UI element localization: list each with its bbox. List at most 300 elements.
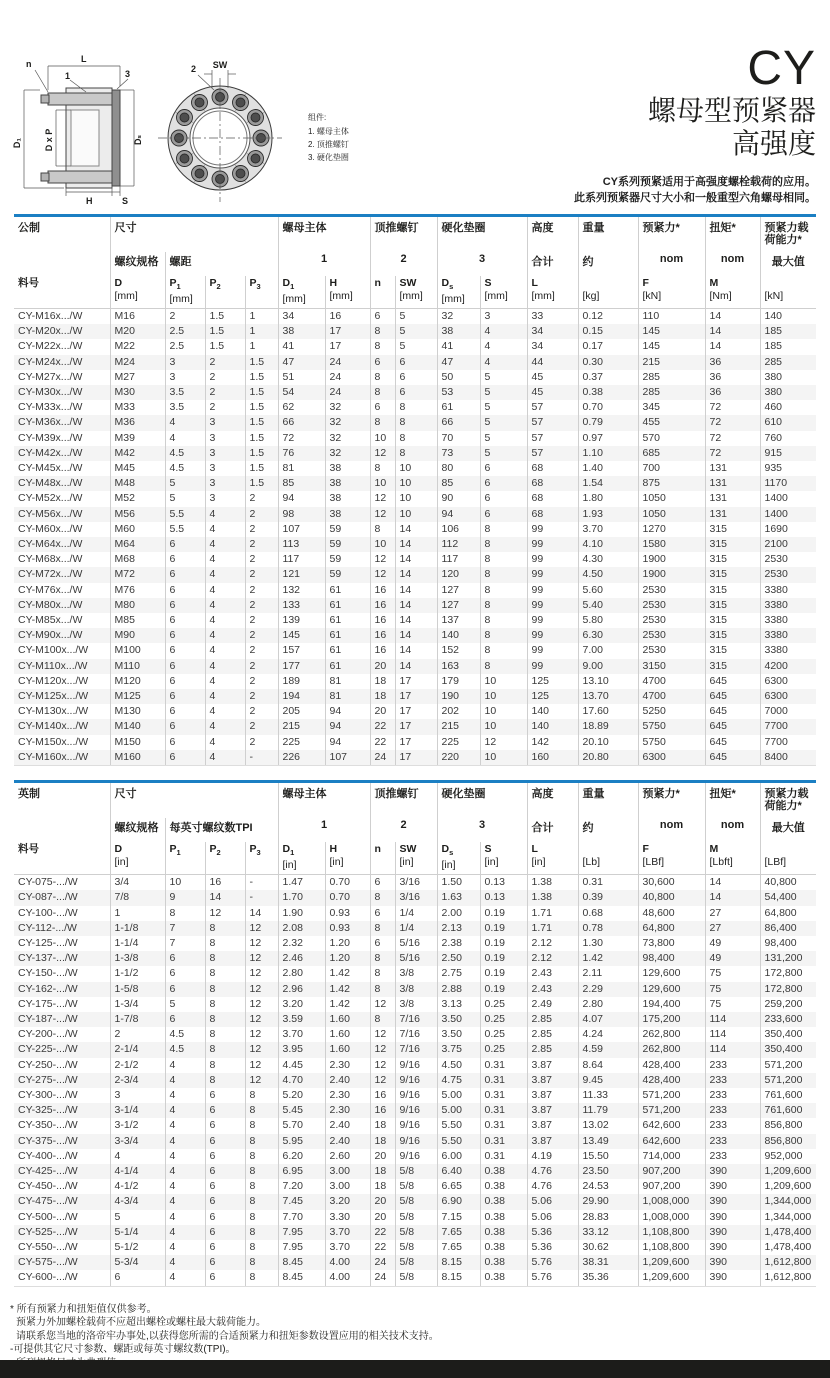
spec-cell: 2.40 [325, 1118, 370, 1133]
spec-cell: 6300 [760, 674, 816, 689]
spec-cell: 3.70 [278, 1027, 325, 1042]
spec-cell: 0.68 [578, 906, 638, 921]
column-header: 料号 [14, 276, 110, 309]
spec-cell: 10 [165, 875, 205, 891]
spec-cell: 2 [245, 659, 278, 674]
spec-cell: 131 [705, 476, 760, 491]
spec-cell: CY-500-.../W [18, 1210, 78, 1223]
spec-cell: 38 [325, 507, 370, 522]
spec-cell: 8 [480, 659, 527, 674]
spec-cell: 6 [165, 643, 205, 658]
group-header: 重量 [578, 216, 638, 252]
spec-cell: 17 [395, 704, 437, 719]
spec-cell: 14 [705, 309, 760, 325]
spec-cell: 8 [480, 613, 527, 628]
spec-cell: CY-162-.../W [18, 982, 78, 995]
spec-cell: 54,400 [760, 890, 816, 905]
spec-row [14, 1103, 816, 1118]
spec-cell: 24 [325, 370, 370, 385]
spec-cell: 75 [705, 966, 760, 981]
spec-cell: 3 [205, 431, 245, 446]
spec-cell: 4 [480, 339, 527, 354]
spec-cell: 129,600 [638, 966, 705, 981]
spec-row [14, 446, 816, 461]
spec-cell: 175,200 [638, 1012, 705, 1027]
spec-cell: 645 [705, 674, 760, 689]
spec-cell: 390 [705, 1255, 760, 1270]
spec-cell: 5 [395, 309, 437, 325]
sub-header: 最大值 [760, 818, 816, 842]
group-header: 预紧力* [638, 782, 705, 818]
spec-cell: 137 [437, 613, 480, 628]
spec-cell: 0.17 [578, 339, 638, 354]
spec-cell: 5 [480, 415, 527, 430]
spec-cell: 34 [527, 339, 578, 354]
spec-cell: 2.38 [437, 936, 480, 951]
spec-cell: 7.45 [278, 1194, 325, 1209]
spec-cell: 7 [165, 921, 205, 936]
spec-cell: 20 [370, 1210, 395, 1225]
spec-cell: 1.80 [578, 491, 638, 506]
spec-cell: 2.00 [437, 906, 480, 921]
spec-cell: 48,600 [638, 906, 705, 921]
spec-cell: 114 [705, 1027, 760, 1042]
spec-cell: 5.00 [437, 1103, 480, 1118]
spec-cell: 5 [165, 476, 205, 491]
spec-cell: 315 [705, 537, 760, 552]
spec-cell: 7000 [760, 704, 816, 719]
spec-cell: 315 [705, 628, 760, 643]
spec-cell: 6 [205, 1255, 245, 1270]
sub-header: nom [638, 252, 705, 276]
spec-cell: CY-M100x.../W [18, 644, 89, 657]
spec-cell: 6.20 [278, 1149, 325, 1164]
spec-cell: 16 [325, 309, 370, 325]
spec-cell: CY-M22x.../W [18, 340, 83, 353]
part-callout-3: 3 [125, 69, 131, 79]
spec-cell: 7.15 [437, 1210, 480, 1225]
spec-cell: 390 [705, 1240, 760, 1255]
spec-cell: 14 [395, 628, 437, 643]
spec-cell: 5.45 [278, 1103, 325, 1118]
spec-cell: 0.19 [480, 921, 527, 936]
column-header: $P_2$ [205, 276, 245, 309]
spec-cell: 73,800 [638, 936, 705, 951]
spec-row [14, 567, 816, 582]
spec-cell: 75 [705, 997, 760, 1012]
spec-row [14, 476, 816, 491]
column-header: SW [mm] [395, 276, 437, 309]
spec-cell: CY-M90x.../W [18, 629, 83, 642]
spec-cell: 8 [245, 1225, 278, 1240]
spec-cell: 2-1/4 [110, 1042, 165, 1057]
dim-label-S: S [122, 196, 129, 206]
spec-cell: 12 [370, 1073, 395, 1088]
spec-cell: 1.40 [578, 461, 638, 476]
spec-cell: 132 [278, 583, 325, 598]
spec-row [14, 1270, 816, 1286]
spec-cell: 6 [370, 906, 395, 921]
spec-cell: 1,209,600 [638, 1270, 705, 1286]
spec-row [14, 719, 816, 734]
spec-cell: 32 [325, 400, 370, 415]
spec-cell: 215 [278, 719, 325, 734]
spec-cell: 6 [370, 309, 395, 325]
spec-row [14, 491, 816, 506]
spec-cell: 761,600 [760, 1103, 816, 1118]
spec-cell: 4.50 [437, 1058, 480, 1073]
spec-cell: 163 [437, 659, 480, 674]
spec-cell: 570 [638, 431, 705, 446]
spec-cell: 8 [245, 1118, 278, 1133]
spec-cell: 7.70 [278, 1210, 325, 1225]
group-header: 高度 [527, 782, 578, 818]
spec-cell: 714,000 [638, 1149, 705, 1164]
spec-cell: 6 [205, 1088, 245, 1103]
spec-cell: 2.80 [578, 997, 638, 1012]
sub-header: 3 [437, 252, 527, 276]
dim-label-SW: SW [212, 60, 228, 70]
spec-cell: CY-M68x.../W [18, 553, 83, 566]
spec-cell: M125 [110, 689, 165, 704]
spec-cell: 4 [165, 1149, 205, 1164]
spec-cell: 5250 [638, 704, 705, 719]
spec-cell: 700 [638, 461, 705, 476]
spec-cell: 3.87 [527, 1073, 578, 1088]
spec-cell: 1-3/4 [110, 997, 165, 1012]
column-header: H [in] [325, 842, 370, 875]
spec-cell: 0.15 [578, 324, 638, 339]
spec-cell: 6 [165, 966, 205, 981]
spec-cell: 4.76 [527, 1164, 578, 1179]
description-line: 此系列预紧器尺寸大小和一般重型六角螺母相同。 [574, 192, 816, 204]
spec-cell: CY-M16x.../W [18, 310, 83, 322]
spec-cell: 14 [395, 567, 437, 582]
spec-cell: 1.30 [578, 936, 638, 951]
spec-cell: 3 [205, 415, 245, 430]
column-header: S [in] [480, 842, 527, 875]
spec-row [14, 643, 816, 658]
spec-cell: 8 [395, 415, 437, 430]
spec-cell: 131,200 [760, 951, 816, 966]
spec-cell: 3380 [760, 643, 816, 658]
spec-cell: CY-450-.../W [18, 1180, 78, 1193]
spec-cell: 2.30 [325, 1058, 370, 1073]
product-drawing-area [8, 20, 453, 215]
spec-cell: 390 [705, 1194, 760, 1209]
spec-cell: 8 [370, 966, 395, 981]
spec-cell: 99 [527, 552, 578, 567]
spec-cell: 2 [245, 491, 278, 506]
spec-cell: 4 [165, 415, 205, 430]
spec-cell: 3.87 [527, 1088, 578, 1103]
spec-cell: 390 [705, 1164, 760, 1179]
spec-cell: CY-250-.../W [18, 1058, 78, 1071]
spec-cell: 4 [165, 1058, 205, 1073]
spec-row [14, 461, 816, 476]
spec-cell: 38.31 [578, 1255, 638, 1270]
spec-cell: 6 [165, 735, 205, 750]
spec-cell: 1.70 [278, 890, 325, 905]
spec-cell: 2-3/4 [110, 1073, 165, 1088]
spec-cell: 2-1/2 [110, 1058, 165, 1073]
spec-cell: 8 [370, 324, 395, 339]
spec-cell: 2.12 [527, 936, 578, 951]
spec-cell: 1050 [638, 491, 705, 506]
spec-cell: 17 [395, 689, 437, 704]
group-header: 螺母主体 [278, 216, 370, 252]
spec-cell: 2.49 [527, 997, 578, 1012]
spec-cell: 8 [370, 339, 395, 354]
spec-cell: 172,800 [760, 982, 816, 997]
column-header: $D_1$ [mm] [278, 276, 325, 309]
sub-header: 合计 [527, 252, 578, 276]
spec-cell: 8 [370, 890, 395, 905]
spec-cell: M160 [110, 750, 165, 766]
group-header: 尺寸 [110, 782, 278, 818]
spec-cell: 0.31 [480, 1058, 527, 1073]
spec-cell: 0.38 [578, 385, 638, 400]
spec-cell: 345 [638, 400, 705, 415]
spec-cell: 64,800 [760, 906, 816, 921]
spec-cell: 8 [245, 1240, 278, 1255]
spec-cell: 4.59 [578, 1042, 638, 1057]
spec-cell: 233,600 [760, 1012, 816, 1027]
spec-row [14, 1088, 816, 1103]
column-header: [kN] [760, 276, 816, 309]
spec-cell: 94 [278, 491, 325, 506]
spec-cell: 59 [325, 522, 370, 537]
spec-cell: 12 [245, 1042, 278, 1057]
spec-cell: 6 [165, 659, 205, 674]
spec-cell: 98 [278, 507, 325, 522]
spec-cell: 13.70 [578, 689, 638, 704]
spec-cell: 10 [480, 719, 527, 734]
spec-cell: M42 [110, 446, 165, 461]
spec-cell: 380 [760, 385, 816, 400]
spec-cell: 2.32 [278, 936, 325, 951]
spec-cell: 1400 [760, 507, 816, 522]
metric-table-header [14, 216, 816, 309]
spec-cell: 1-1/4 [110, 936, 165, 951]
spec-cell: CY-M39x.../W [18, 431, 83, 444]
spec-cell: 3.13 [437, 997, 480, 1012]
spec-cell: 4 [165, 1103, 205, 1118]
spec-row [14, 1210, 816, 1225]
spec-cell: 233 [705, 1149, 760, 1164]
spec-cell: M90 [110, 628, 165, 643]
spec-cell: 220 [437, 750, 480, 766]
spec-cell: 0.31 [480, 1134, 527, 1149]
spec-cell: 20 [370, 1149, 395, 1164]
column-header: $D_s$ [mm] [437, 276, 480, 309]
spec-cell: 14 [395, 583, 437, 598]
spec-cell: 2.29 [578, 982, 638, 997]
spec-cell: 6 [205, 1103, 245, 1118]
spec-cell: 59 [325, 537, 370, 552]
spec-cell: 85 [437, 476, 480, 491]
spec-cell: 1.10 [578, 446, 638, 461]
spec-row [14, 1149, 816, 1164]
spec-cell: M39 [110, 431, 165, 446]
spec-cell: 8 [245, 1270, 278, 1286]
spec-row [14, 309, 816, 325]
spec-cell: 0.93 [325, 921, 370, 936]
spec-cell: 6 [480, 461, 527, 476]
spec-row [14, 674, 816, 689]
spec-cell: 18 [370, 689, 395, 704]
spec-cell: 233 [705, 1073, 760, 1088]
spec-cell: 2.08 [278, 921, 325, 936]
spec-cell: 32 [437, 309, 480, 325]
spec-cell: 350,400 [760, 1027, 816, 1042]
footnote-line: * 所有预紧力和扭矩值仅供参考。 [10, 1303, 157, 1315]
column-header: D [in] [110, 842, 165, 875]
spec-cell: 7/16 [395, 1042, 437, 1057]
spec-cell: 0.31 [480, 1103, 527, 1118]
spec-cell: 75 [705, 982, 760, 997]
spec-row [14, 1027, 816, 1042]
spec-cell: 1.20 [325, 936, 370, 951]
spec-cell: CY-M45x.../W [18, 462, 83, 475]
spec-row [14, 415, 816, 430]
spec-cell: 30.62 [578, 1240, 638, 1255]
spec-cell: 49 [705, 936, 760, 951]
spec-cell: 1.90 [278, 906, 325, 921]
spec-cell: 12 [370, 1058, 395, 1073]
spec-cell: 22 [370, 1225, 395, 1240]
column-header: $P_3$ [245, 276, 278, 309]
spec-cell: 10 [480, 689, 527, 704]
spec-cell: 2.12 [527, 951, 578, 966]
spec-cell: 17 [325, 324, 370, 339]
spec-cell: 5 [480, 370, 527, 385]
spec-cell: 5 [165, 491, 205, 506]
spec-cell: M52 [110, 491, 165, 506]
spec-cell: 1.71 [527, 906, 578, 921]
spec-cell: 380 [760, 370, 816, 385]
spec-cell: 952,000 [760, 1149, 816, 1164]
spec-cell: CY-425-.../W [18, 1164, 78, 1177]
spec-cell: 0.13 [480, 890, 527, 905]
spec-cell: 70 [437, 431, 480, 446]
spec-cell: 27 [705, 906, 760, 921]
spec-cell: 5.50 [437, 1134, 480, 1149]
metric-spec-table [14, 214, 816, 766]
spec-cell: 4.5 [165, 461, 205, 476]
spec-cell: CY-112-.../W [18, 921, 77, 934]
spec-cell: 0.38 [480, 1179, 527, 1194]
spec-cell: 14 [395, 598, 437, 613]
spec-cell: 8 [395, 431, 437, 446]
spec-cell: 315 [705, 522, 760, 537]
spec-cell: 428,400 [638, 1073, 705, 1088]
spec-cell: 6 [480, 476, 527, 491]
dim-label-D1: D₁ [12, 137, 22, 149]
spec-cell: 0.25 [480, 1042, 527, 1057]
column-header: $P_1$ [mm] [165, 276, 205, 309]
spec-cell: 12 [480, 735, 527, 750]
spec-cell: 226 [278, 750, 325, 766]
spec-cell: 1.60 [325, 1042, 370, 1057]
spec-row [14, 750, 816, 766]
spec-cell: 875 [638, 476, 705, 491]
spec-cell: 2530 [638, 598, 705, 613]
group-header: 预紧力* [638, 216, 705, 252]
spec-cell: 3-3/4 [110, 1134, 165, 1149]
spec-cell: 142 [527, 735, 578, 750]
spec-cell: 315 [705, 567, 760, 582]
spec-cell: 14 [395, 659, 437, 674]
spec-row [14, 689, 816, 704]
spec-row [14, 355, 816, 370]
spec-cell: 194 [278, 689, 325, 704]
spec-cell: 3 [205, 476, 245, 491]
spec-cell: CY-350-.../W [18, 1119, 78, 1132]
spec-cell: CY-150-.../W [18, 967, 78, 980]
spec-cell: 4.19 [527, 1149, 578, 1164]
spec-cell: 24.53 [578, 1179, 638, 1194]
spec-cell: 6 [205, 1179, 245, 1194]
column-header: [Lb] [578, 842, 638, 875]
spec-cell: 262,800 [638, 1042, 705, 1057]
spec-cell: 5-1/4 [110, 1225, 165, 1240]
spec-cell: 140 [527, 719, 578, 734]
spec-cell: 44 [527, 355, 578, 370]
spec-cell: 2.80 [278, 966, 325, 981]
spec-cell: 9/16 [395, 1073, 437, 1088]
spec-cell: 12 [205, 906, 245, 921]
spec-cell: 0.79 [578, 415, 638, 430]
spec-cell: 645 [705, 735, 760, 750]
spec-cell: 10 [395, 461, 437, 476]
spec-cell: 2 [245, 735, 278, 750]
spec-cell: 5/16 [395, 951, 437, 966]
spec-cell: CY-M72x.../W [18, 568, 83, 581]
spec-cell: 9/16 [395, 1149, 437, 1164]
spec-cell: 14 [395, 522, 437, 537]
spec-cell: M140 [110, 719, 165, 734]
spec-cell: 3.20 [278, 997, 325, 1012]
spec-cell: 0.25 [480, 997, 527, 1012]
spec-cell: 10 [480, 704, 527, 719]
spec-cell: 8 [205, 936, 245, 951]
spec-cell: 6 [165, 567, 205, 582]
spec-cell: 36 [705, 385, 760, 400]
spec-cell: 18 [370, 674, 395, 689]
spec-cell: CY-225-.../W [18, 1043, 78, 1056]
spec-cell: 160 [527, 750, 578, 766]
spec-cell: 0.70 [325, 875, 370, 891]
spec-cell: 5/16 [395, 936, 437, 951]
spec-row [14, 966, 816, 981]
spec-row [14, 1194, 816, 1209]
spec-cell: 3.50 [437, 1027, 480, 1042]
spec-cell: 125 [527, 689, 578, 704]
spec-cell: CY-M36x.../W [18, 416, 83, 429]
spec-cell: 4-1/4 [110, 1164, 165, 1179]
spec-cell: 7700 [760, 735, 816, 750]
spec-row [14, 1042, 816, 1057]
spec-cell: 8 [205, 982, 245, 997]
spec-cell: 3.87 [527, 1058, 578, 1073]
spec-row [14, 936, 816, 951]
sub-header: 螺纹规格 [110, 252, 165, 276]
spec-cell: 3 [110, 1088, 165, 1103]
spec-cell: 5 [395, 339, 437, 354]
spec-cell: 390 [705, 1179, 760, 1194]
spec-cell: 6 [370, 936, 395, 951]
